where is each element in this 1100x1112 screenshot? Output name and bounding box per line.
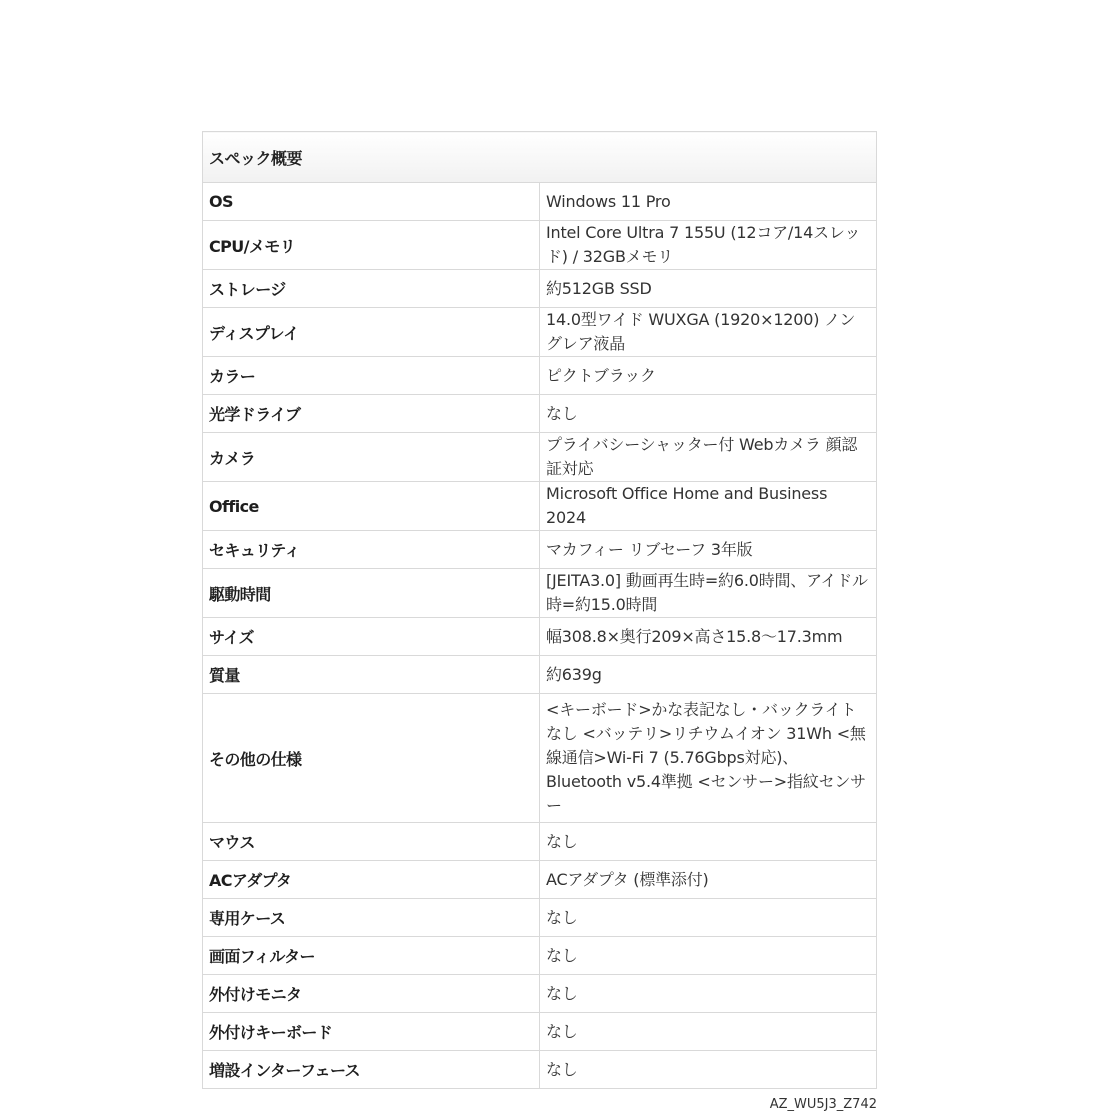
spec-key-camera: カメラ <box>203 433 540 482</box>
product-code: AZ_WU5J3_Z742 <box>769 1097 877 1112</box>
spec-key-mouse: マウス <box>203 823 540 861</box>
spec-table <box>202 131 877 1089</box>
spec-key-ac-adapter: ACアダプタ <box>203 861 540 899</box>
spec-value-cpu-memory: Intel Core Ultra 7 155U (12コア/14スレッド) / 32GBメモリ <box>540 221 877 270</box>
table-row <box>203 656 877 694</box>
table-row <box>203 357 877 395</box>
table-row <box>203 618 877 656</box>
spec-value-external-monitor: なし <box>540 975 877 1013</box>
spec-key-case: 専用ケース <box>203 899 540 937</box>
spec-key-extra-interface: 増設インターフェース <box>203 1051 540 1089</box>
spec-key-cpu-memory: CPU/メモリ <box>203 221 540 270</box>
spec-key-optical-drive: 光学ドライブ <box>203 395 540 433</box>
table-row <box>203 433 877 482</box>
table-row <box>203 1051 877 1089</box>
spec-value-security: マカフィー リブセーフ 3年版 <box>540 531 877 569</box>
spec-value-mouse: なし <box>540 823 877 861</box>
spec-key-os: OS <box>203 183 540 221</box>
table-row <box>203 482 877 531</box>
spec-key-screen-filter: 画面フィルター <box>203 937 540 975</box>
table-row <box>203 221 877 270</box>
spec-key-weight: 質量 <box>203 656 540 694</box>
spec-key-external-monitor: 外付けモニタ <box>203 975 540 1013</box>
table-row <box>203 395 877 433</box>
spec-summary <box>202 131 877 1112</box>
spec-value-battery-life: [JEITA3.0] 動画再生時=約6.0時間、アイドル時=約15.0時間 <box>540 569 877 618</box>
spec-value-extra-interface: なし <box>540 1051 877 1089</box>
spec-value-screen-filter: なし <box>540 937 877 975</box>
spec-value-optical-drive: なし <box>540 395 877 433</box>
spec-value-os: Windows 11 Pro <box>540 183 877 221</box>
table-row <box>203 270 877 308</box>
spec-key-battery-life: 駆動時間 <box>203 569 540 618</box>
spec-key-external-keyboard: 外付けキーボード <box>203 1013 540 1051</box>
spec-key-security: セキュリティ <box>203 531 540 569</box>
spec-key-display: ディスプレイ <box>203 308 540 357</box>
table-row <box>203 975 877 1013</box>
spec-key-size: サイズ <box>203 618 540 656</box>
spec-value-color: ピクトブラック <box>540 357 877 395</box>
table-row <box>203 937 877 975</box>
table-row <box>203 861 877 899</box>
spec-value-storage: 約512GB SSD <box>540 270 877 308</box>
spec-value-case: なし <box>540 899 877 937</box>
spec-value-camera: プライバシーシャッター付 Webカメラ 顔認証対応 <box>540 433 877 482</box>
spec-key-office: Office <box>203 482 540 531</box>
spec-key-color: カラー <box>203 357 540 395</box>
spec-title: スペック概要 <box>203 132 877 183</box>
spec-value-ac-adapter: ACアダプタ (標準添付) <box>540 861 877 899</box>
spec-value-office: Microsoft Office Home and Business 2024 <box>540 482 877 531</box>
spec-key-storage: ストレージ <box>203 270 540 308</box>
spec-value-other-specs: <キーボード>かな表記なし・バックライトなし <バッテリ>リチウムイオン 31Wh <無線通信>Wi-Fi 7 (5.76Gbps対応)、Bluetooth v5.4準拠 <センサー>指紋センサー <box>540 694 877 823</box>
table-row <box>203 183 877 221</box>
table-row <box>203 308 877 357</box>
spec-title-row <box>203 132 877 183</box>
table-row <box>203 823 877 861</box>
table-row <box>203 1013 877 1051</box>
spec-key-other-specs: その他の仕様 <box>203 694 540 823</box>
spec-value-display: 14.0型ワイド WUXGA (1920×1200) ノングレア液晶 <box>540 308 877 357</box>
table-row <box>203 569 877 618</box>
table-row <box>203 899 877 937</box>
table-row <box>203 694 877 823</box>
table-row <box>203 531 877 569</box>
spec-value-weight: 約639g <box>540 656 877 694</box>
spec-value-external-keyboard: なし <box>540 1013 877 1051</box>
spec-value-size: 幅308.8×奥行209×高さ15.8～17.3mm <box>540 618 877 656</box>
